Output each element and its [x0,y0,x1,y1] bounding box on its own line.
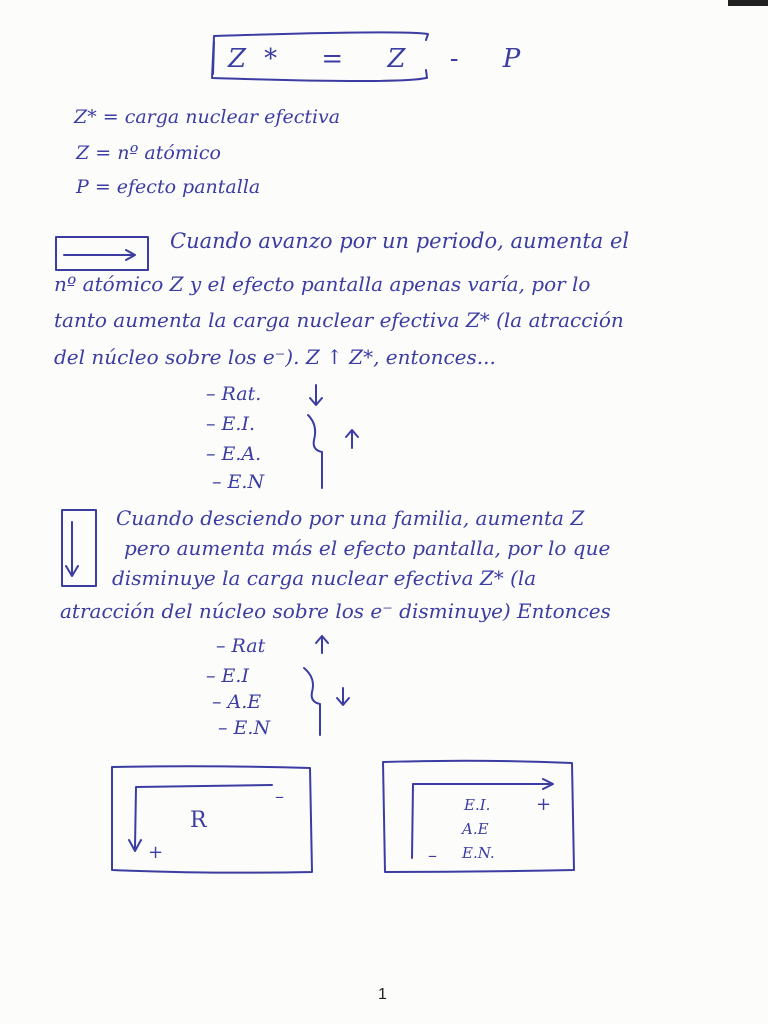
definition-shielding: P = efecto pantalla [76,176,261,198]
box1-minus: – [275,786,284,807]
period-item-ei: – E.I. [206,413,255,435]
period-item-en: – E.N [212,471,265,493]
box2-plus: + [536,794,552,815]
down-arrow-icon-group [337,688,349,705]
box2-ae: A.E [462,820,489,838]
box2-minus: – [428,845,437,866]
group-item-ei: – E.I [206,665,249,687]
period-item-rat: – Rat. [206,383,262,405]
period-line-3: tanto aumenta la carga nuclear efectiva Z* (la atracción [54,308,624,332]
trend-box-1 [112,766,312,872]
group-item-rat: – Rat [216,635,266,657]
page-number: 1 [378,986,387,1003]
definition-effective-charge: Z* = carga nuclear efectiva [74,106,341,128]
box1-radius-label: R [190,808,207,833]
group-item-en: – E.N [218,717,271,739]
group-line-3: disminuye la carga nuclear efectiva Z* (la [112,566,537,590]
box2-en: E.N. [462,844,495,862]
page-corner-mark [728,0,768,6]
group-arrow-box [62,510,96,586]
period-line-1: Cuando avanzo por un periodo, aumenta el [170,229,630,253]
down-arrow-icon-period [310,385,322,405]
period-item-ea: – E.A. [206,443,262,465]
period-arrow-box [56,237,148,270]
up-arrow-icon-group [316,636,328,653]
box1-plus: + [148,842,164,863]
period-line-2: nº atómico Z y el efecto pantalla apenas varía, por lo [54,272,591,296]
period-bracket [308,415,322,488]
period-line-4: del núcleo sobre los e⁻). Z ↑ Z*, entonces... [54,345,496,369]
group-item-ae: – A.E [212,691,262,713]
group-line-2: pero aumenta más el efecto pantalla, por lo que [124,536,611,560]
group-line-4: atracción del núcleo sobre los e⁻ disminuye) Entonces [60,599,611,623]
box2-ei: E.I. [464,796,491,814]
group-bracket [304,668,320,735]
down-arrow-icon [66,522,78,576]
definition-atomic-number: Z = nº atómico [76,142,221,164]
group-line-1: Cuando desciendo por una familia, aumenta Z [116,506,585,530]
up-arrow-icon [346,430,358,448]
formula: Z* = Z - P [228,44,539,74]
right-arrow-icon [64,250,135,260]
